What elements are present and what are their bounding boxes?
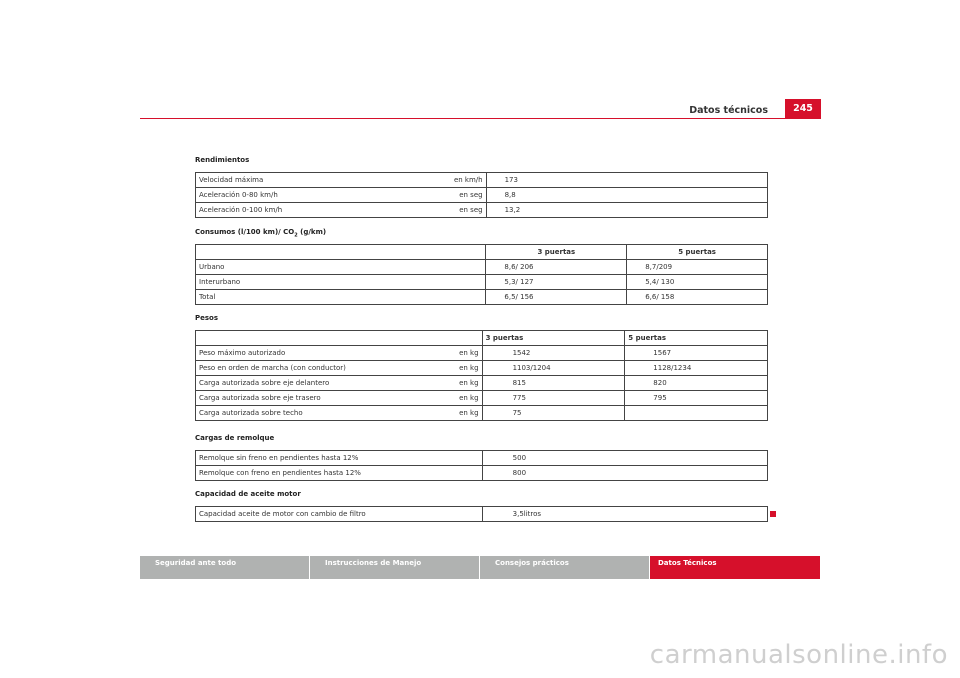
section-title-rendimientos: Rendimientos bbox=[195, 156, 250, 164]
value-cell: 173 bbox=[486, 173, 767, 188]
table-header-row bbox=[196, 331, 768, 346]
table-header-row bbox=[196, 245, 768, 260]
table-row bbox=[196, 376, 768, 391]
section-title-pesos: Pesos bbox=[195, 314, 219, 322]
page-title: Datos técnicos bbox=[689, 105, 768, 116]
table-row bbox=[196, 260, 768, 275]
label-cell: Carga autorizada sobre eje delantero en kg bbox=[196, 376, 483, 391]
table-row bbox=[196, 203, 768, 218]
table-row bbox=[196, 173, 768, 188]
value-cell: 795 bbox=[625, 391, 768, 406]
header-rule bbox=[140, 118, 821, 119]
footer-tab-seguridad[interactable]: Seguridad ante todo bbox=[140, 556, 309, 579]
section-title-remolque: Cargas de remolque bbox=[195, 434, 275, 442]
table-row bbox=[196, 406, 768, 421]
table-row bbox=[196, 507, 768, 522]
aceite-table bbox=[195, 506, 768, 522]
label-cell: Aceleración 0-100 km/h en seg bbox=[196, 203, 487, 218]
footer-nav bbox=[140, 556, 821, 579]
footer-tab-consejos[interactable]: Consejos prácticos bbox=[480, 556, 649, 579]
value-cell: 1128/1234 bbox=[625, 361, 768, 376]
header-5-puertas: 5 puertas bbox=[625, 331, 768, 346]
value-cell: 8,6/ 206 bbox=[486, 260, 627, 275]
pesos-table bbox=[195, 330, 768, 421]
value-cell: 5,4/ 130 bbox=[627, 275, 768, 290]
table-row bbox=[196, 361, 768, 376]
label-cell: Peso en orden de marcha (con conductor) en kg bbox=[196, 361, 483, 376]
table-row bbox=[196, 275, 768, 290]
label-cell: Remolque sin freno en pendientes hasta 12% bbox=[196, 451, 483, 466]
label-cell: Velocidad máxima en km/h bbox=[196, 173, 487, 188]
value-cell bbox=[625, 406, 768, 421]
table-row bbox=[196, 466, 768, 481]
table-row bbox=[196, 188, 768, 203]
value-cell: 775 bbox=[482, 391, 625, 406]
footer-tab-instrucciones[interactable]: Instrucciones de Manejo bbox=[310, 556, 479, 579]
section-title-consumos: Consumos (l/100 km)/ $CO_2$ (g/km) bbox=[195, 228, 327, 239]
footer-tab-datos-tecnicos[interactable]: Datos Técnicos bbox=[650, 556, 820, 579]
consumos-table bbox=[195, 244, 768, 305]
value-cell: 820 bbox=[625, 376, 768, 391]
label-cell: Carga autorizada sobre techo en kg bbox=[196, 406, 483, 421]
table-row bbox=[196, 451, 768, 466]
value-cell: 1542 bbox=[482, 346, 625, 361]
section-end-marker bbox=[770, 511, 776, 517]
page-number-badge: 245 bbox=[785, 99, 821, 118]
header-empty-cell bbox=[196, 331, 483, 346]
value-cell: 13,2 bbox=[486, 203, 767, 218]
label-cell: Peso máximo autorizado en kg bbox=[196, 346, 483, 361]
table-row bbox=[196, 346, 768, 361]
table-row bbox=[196, 391, 768, 406]
value-cell: 6,6/ 158 bbox=[627, 290, 768, 305]
value-cell: 6,5/ 156 bbox=[486, 290, 627, 305]
label-cell: Carga autorizada sobre eje trasero en kg bbox=[196, 391, 483, 406]
value-cell: 5,3/ 127 bbox=[486, 275, 627, 290]
value-cell: 3,5litros bbox=[482, 507, 767, 522]
value-cell: 1103/1204 bbox=[482, 361, 625, 376]
value-cell: 500 bbox=[482, 451, 767, 466]
value-cell: 8,7/209 bbox=[627, 260, 768, 275]
watermark-text: carmanualsonline.info bbox=[649, 640, 948, 670]
remolque-table bbox=[195, 450, 768, 481]
value-cell: 800 bbox=[482, 466, 767, 481]
label-cell: Interurbano bbox=[196, 275, 486, 290]
label-cell: Capacidad aceite de motor con cambio de filtro bbox=[196, 507, 483, 522]
value-cell: 1567 bbox=[625, 346, 768, 361]
label-cell: Aceleración 0-80 km/h en seg bbox=[196, 188, 487, 203]
label-cell: Urbano bbox=[196, 260, 486, 275]
rendimientos-table bbox=[195, 172, 768, 218]
value-cell: 75 bbox=[482, 406, 625, 421]
header-3-puertas: 3 puertas bbox=[486, 245, 627, 260]
header-3-puertas: 3 puertas bbox=[482, 331, 625, 346]
table-row bbox=[196, 290, 768, 305]
header-5-puertas: 5 puertas bbox=[627, 245, 768, 260]
label-cell: Remolque con freno en pendientes hasta 12% bbox=[196, 466, 483, 481]
section-title-aceite: Capacidad de aceite motor bbox=[195, 490, 301, 498]
value-cell: 815 bbox=[482, 376, 625, 391]
value-cell: 8,8 bbox=[486, 188, 767, 203]
label-cell: Total bbox=[196, 290, 486, 305]
header-empty-cell bbox=[196, 245, 486, 260]
